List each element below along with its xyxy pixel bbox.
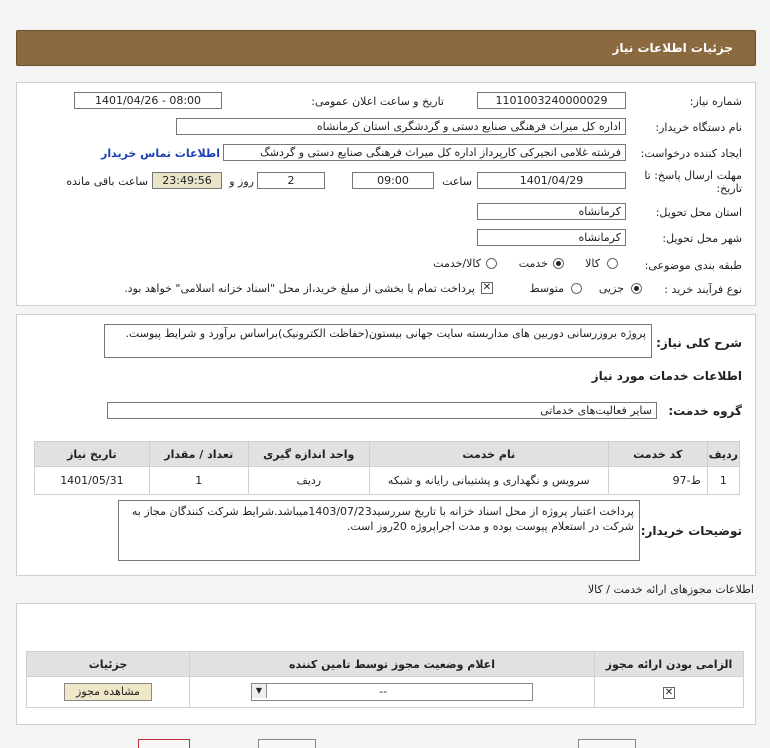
deadline-label: مهلت ارسال پاسخ: تا — [644, 169, 742, 182]
col-unit: واحد اندازه گیری — [248, 442, 369, 467]
permit-status-select[interactable] — [251, 683, 533, 701]
col-permit-details: جزئیات — [27, 652, 190, 677]
buyer-notes-box — [118, 500, 640, 561]
cell-name: سرویس و نگهداری و پشتیبانی رایانه و شبکه — [369, 467, 608, 495]
remaining-time-label: ساعت باقی مانده — [66, 175, 148, 188]
service-group-field: سایر فعالیت‌های خدماتی — [107, 402, 657, 419]
cell-qty: 1 — [149, 467, 248, 495]
permits-title: اطلاعات مجوزهای ارائه خدمت / کالا — [587, 583, 754, 596]
col-permit-status: اعلام وضعیت مجوز توسط تامین کننده — [190, 652, 595, 677]
city-label: شهر محل تحویل: — [662, 232, 742, 245]
col-permit-required: الزامی بودن ارائه مجوز — [595, 652, 744, 677]
permits-table — [26, 651, 744, 708]
treasury-payment-checkbox[interactable]: ✕ — [482, 282, 492, 293]
deadline-label-date: تاریخ: — [716, 182, 742, 195]
page-title: جزئیات اطلاعات نیاز — [612, 41, 733, 55]
category-service-label: خدمت — [518, 257, 548, 270]
buyer-contact-link[interactable]: اطلاعات تماس خریدار — [100, 147, 220, 160]
permits-header-row — [27, 652, 744, 677]
table-row — [35, 467, 740, 495]
need-number-field: 1101003240000029 — [477, 92, 626, 109]
buyer-field: اداره کل میراث فرهنگی صنایع دستی و گردشگری استان کرمانشاه — [176, 118, 626, 135]
days-field: 2 — [257, 172, 325, 189]
col-qty: تعداد / مقدار — [149, 442, 248, 467]
service-group-label: گروه خدمت: — [668, 404, 742, 418]
category-goods-label: کالا — [585, 257, 600, 270]
view-permit-button[interactable]: مشاهده مجوز — [64, 683, 152, 701]
requester-label: ایجاد کننده درخواست: — [640, 147, 742, 160]
category-service-radio[interactable] — [553, 258, 564, 269]
province-label: استان محل تحویل: — [655, 206, 742, 219]
bottom-button-2[interactable] — [258, 739, 316, 748]
buyer-notes-label: توضیحات خریدار: — [640, 524, 742, 538]
need-number-label: شماره نیاز: — [689, 95, 742, 108]
process-medium-radio[interactable] — [571, 283, 582, 294]
process-minor-radio[interactable] — [631, 283, 642, 294]
category-goods-service-radio[interactable] — [486, 258, 497, 269]
treasury-payment-note: پرداخت تمام یا بخشی از مبلغ خرید،از محل "اسناد خزانه اسلامی" خواهد بود. — [124, 282, 475, 295]
services-table — [34, 441, 740, 495]
category-label: طبقه بندی موضوعی: — [644, 259, 742, 272]
days-label: روز و — [229, 175, 254, 188]
services-section-title: اطلاعات خدمات مورد نیاز — [591, 369, 742, 383]
cell-date: 1401/05/31 — [35, 467, 150, 495]
page-header — [16, 30, 756, 66]
remaining-time-field: 23:49:56 — [152, 172, 222, 189]
province-field: کرمانشاه — [477, 203, 626, 220]
permit-details-cell — [27, 677, 190, 708]
city-field: کرمانشاه — [477, 229, 626, 246]
category-goods-service-label: کالا/خدمت — [433, 257, 481, 270]
col-index: ردیف — [707, 442, 739, 467]
process-medium-label: متوسط — [529, 282, 564, 295]
requester-field: فرشته غلامی انجیرکی کارپرداز اداره کل میراث فرهنگی صنایع دستی و گردشگ — [223, 144, 626, 161]
deadline-time-label: ساعت — [442, 175, 472, 188]
summary-text: پروژه بروزرسانی دوربین های مداربسته سایت جهانی بیستون(حفاظت الکترونیک)براساس برآورد و شرایط پیوست. — [125, 327, 646, 340]
summary-box — [104, 324, 652, 358]
col-date: تاریخ نیاز — [35, 442, 150, 467]
permit-required-cell — [595, 677, 744, 708]
permit-required-checkbox[interactable]: ✕ — [664, 686, 674, 698]
col-code: کد خدمت — [608, 442, 707, 467]
table-row — [27, 677, 744, 708]
permit-status-cell — [190, 677, 595, 708]
process-type-label: نوع فرآیند خرید : — [664, 283, 742, 296]
chevron-down-icon: ▼ — [252, 684, 267, 698]
buyer-notes-text: پرداخت اعتبار پروژه از محل اسناد خزانه با تاریخ سررسید1403/07/23میباشد.شرایط شرکت کنندگان مجاز به شرکت در استعلام پیوست بوده و مدت اجراپروژه 20روز است. — [131, 505, 634, 533]
cell-code: ط-97 — [608, 467, 707, 495]
buyer-label: نام دستگاه خریدار: — [655, 121, 742, 134]
services-header-row — [35, 442, 740, 467]
bottom-button-1[interactable] — [138, 739, 190, 748]
bottom-button-3[interactable] — [578, 739, 636, 748]
cell-unit: ردیف — [248, 467, 369, 495]
need-info-panel — [16, 82, 756, 306]
category-goods-radio[interactable] — [607, 258, 618, 269]
announce-date-field: 1401/04/26 - 08:00 — [74, 92, 222, 109]
deadline-time-field: 09:00 — [352, 172, 434, 189]
deadline-date-field: 1401/04/29 — [477, 172, 626, 189]
col-name: نام خدمت — [369, 442, 608, 467]
cell-index: 1 — [707, 467, 739, 495]
summary-label: شرح کلی نیاز: — [656, 336, 742, 350]
permit-status-value: -- — [379, 685, 387, 698]
announce-date-label: تاریخ و ساعت اعلان عمومی: — [311, 95, 444, 108]
process-minor-label: جزیی — [598, 282, 624, 295]
